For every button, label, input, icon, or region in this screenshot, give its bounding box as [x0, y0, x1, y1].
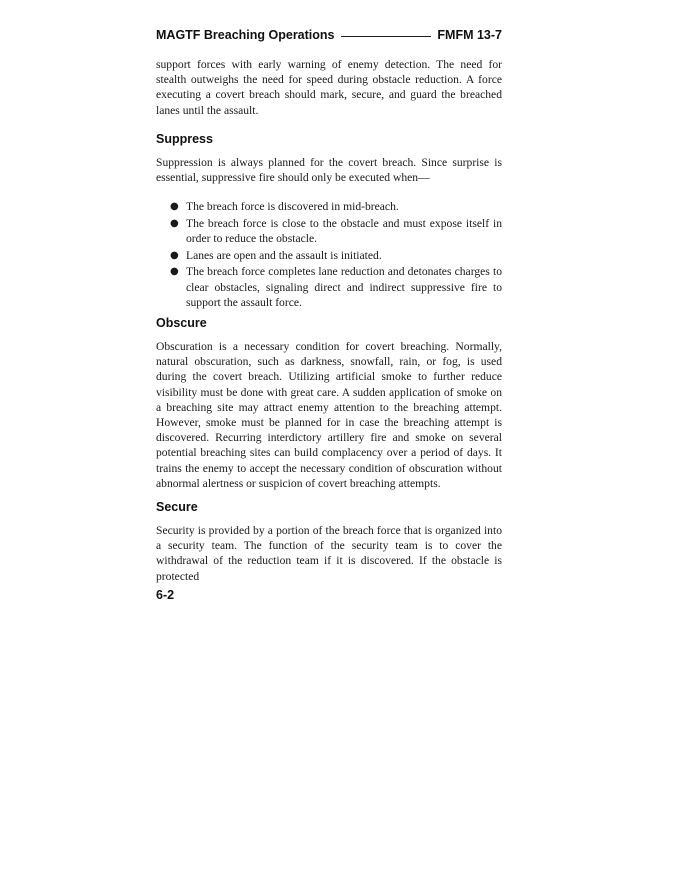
- suppress-bullet-list: [156, 199, 502, 311]
- bullet-icon: ●: [170, 266, 179, 278]
- bullet-icon: ●: [170, 249, 179, 261]
- list-item: ● The breach force is discovered in mid-breach.: [170, 200, 399, 213]
- header-rule: [341, 36, 432, 37]
- list-item: ● The breach force is close to the obstacle and must expose itself in order to reduce the obstacle.: [170, 216, 502, 245]
- heading-secure: Secure: [156, 500, 198, 514]
- bullet-icon: ●: [170, 217, 179, 229]
- obscure-paragraph: Obscuration is a necessary condition for covert breaching. Normally, natural obscuration, such as darkness, snowfall, rain, or fog, is used during the covert breach. Utilizing artificial smoke to further reduce visibility must be done with great care. A sudden application of smoke on a breaching site may attract enemy attention to the breaching attempt. However, smoke must be planned for in case the breaching attempt is discovered. Recurring interdictory artillery fire and smoke on several potential breaching sites can build complacency over a period of days. It trains the enemy to accept the necessary condition of obscuration without abnormal alertness or suspicion of covert breaching attempts.: [156, 340, 502, 490]
- header-title: MAGTF Breaching Operations: [156, 28, 335, 42]
- secure-paragraph: Security is provided by a portion of the breach force that is organized into a security team. The function of the security team is to cover the withdrawal of the reduction team if it is discovered. If the obstacle is protected: [156, 524, 502, 583]
- suppress-paragraph: Suppression is always planned for the covert breach. Since surprise is essential, suppressive fire should only be executed when—: [156, 156, 502, 185]
- bullet-icon: ●: [170, 201, 179, 212]
- intro-paragraph: support forces with early warning of enemy detection. The need for stealth outweighs the need for speed during obstacle reduction. A force executing a covert breach should mark, secure, and guard the breached lanes until the assault.: [156, 58, 502, 117]
- page-number: 6-2: [156, 588, 175, 602]
- heading-obscure: Obscure: [156, 316, 207, 330]
- header-publication-id: FMFM 13-7: [437, 28, 502, 42]
- list-item: ● The breach force completes lane reduction and detonates charges to clear obstacles, signaling direct and indirect suppressive fire to support the assault force.: [170, 265, 502, 309]
- running-header: [156, 26, 502, 44]
- list-item: ● Lanes are open and the assault is initiated.: [170, 248, 382, 262]
- heading-suppress: Suppress: [156, 132, 213, 146]
